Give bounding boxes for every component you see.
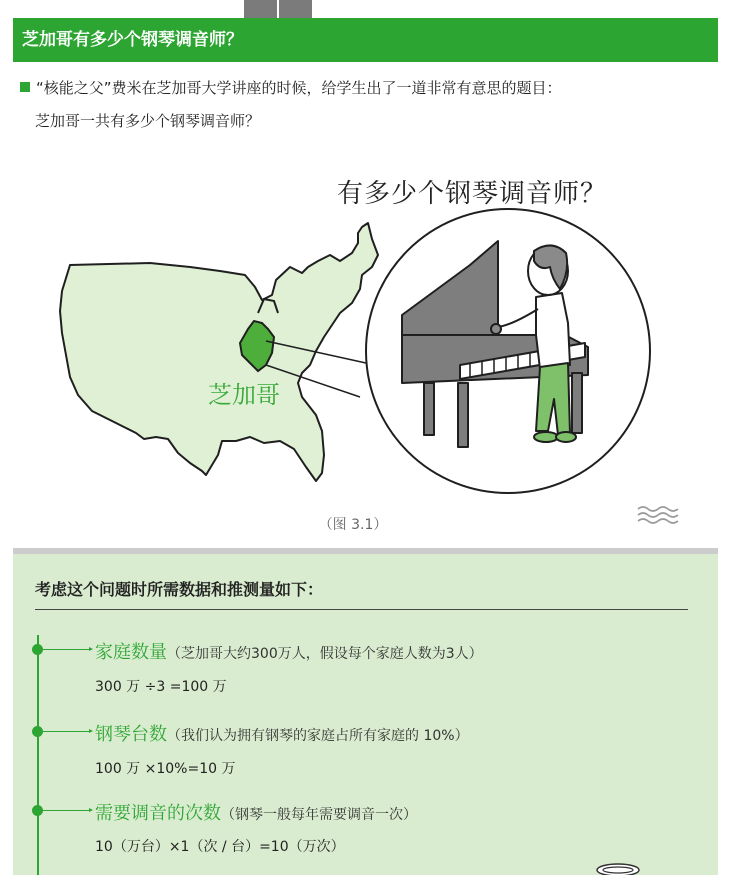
step-title-text: 需要调音的次数 [95,803,221,824]
step-title-households [95,638,483,664]
intro-line-2: 芝加哥一共有多少个钢琴调音师？ [35,112,261,130]
cup-icon [594,862,642,875]
step-title-text: 钢琴台数 [95,724,167,745]
panel-divider [35,609,688,610]
timeline-connector [42,810,90,811]
figure-caption: （图 3.1） [318,517,388,533]
step-formula-households: 300 万 ÷3 =100 万 [95,679,227,695]
step-title-text: 家庭数量 [95,642,167,663]
step-formula-tunings: 10（万台）×1（次 / 台）=10（万次） [95,839,345,855]
timeline-connector [42,649,90,650]
step-note: （我们认为拥有钢琴的家庭占所有家庭的 10%） [167,728,469,744]
intro-line-1 [20,72,710,105]
step-title-tunings [95,799,417,825]
chicago-piano-illustration [40,205,680,505]
illustration-title: 有多少个钢琴调音师？ [337,179,608,209]
us-map [60,223,378,481]
step-formula-pianos: 100 万 ×10%=10 万 [95,761,236,777]
top-tab-divider [277,0,279,18]
section-title: 芝加哥有多少个钢琴调音师？ [13,18,718,62]
panel-heading: 考虑这个问题时所需数据和推测量如下： [35,580,324,599]
timeline-connector [42,731,90,732]
step-title-pianos [95,720,469,746]
intro-text [20,72,710,138]
step-note: （芝加哥大约300万人，假设每个家庭人数为3人） [167,646,483,662]
timeline-line [37,635,39,875]
intro-line-1-text: “核能之父”费米在芝加哥大学讲座的时候，给学生出了一道非常有意思的题目： [36,79,562,97]
bullet-square-icon [20,82,30,92]
map-label-chicago: 芝加哥 [208,381,280,409]
step-note: （钢琴一般每年需要调音一次） [221,807,417,823]
